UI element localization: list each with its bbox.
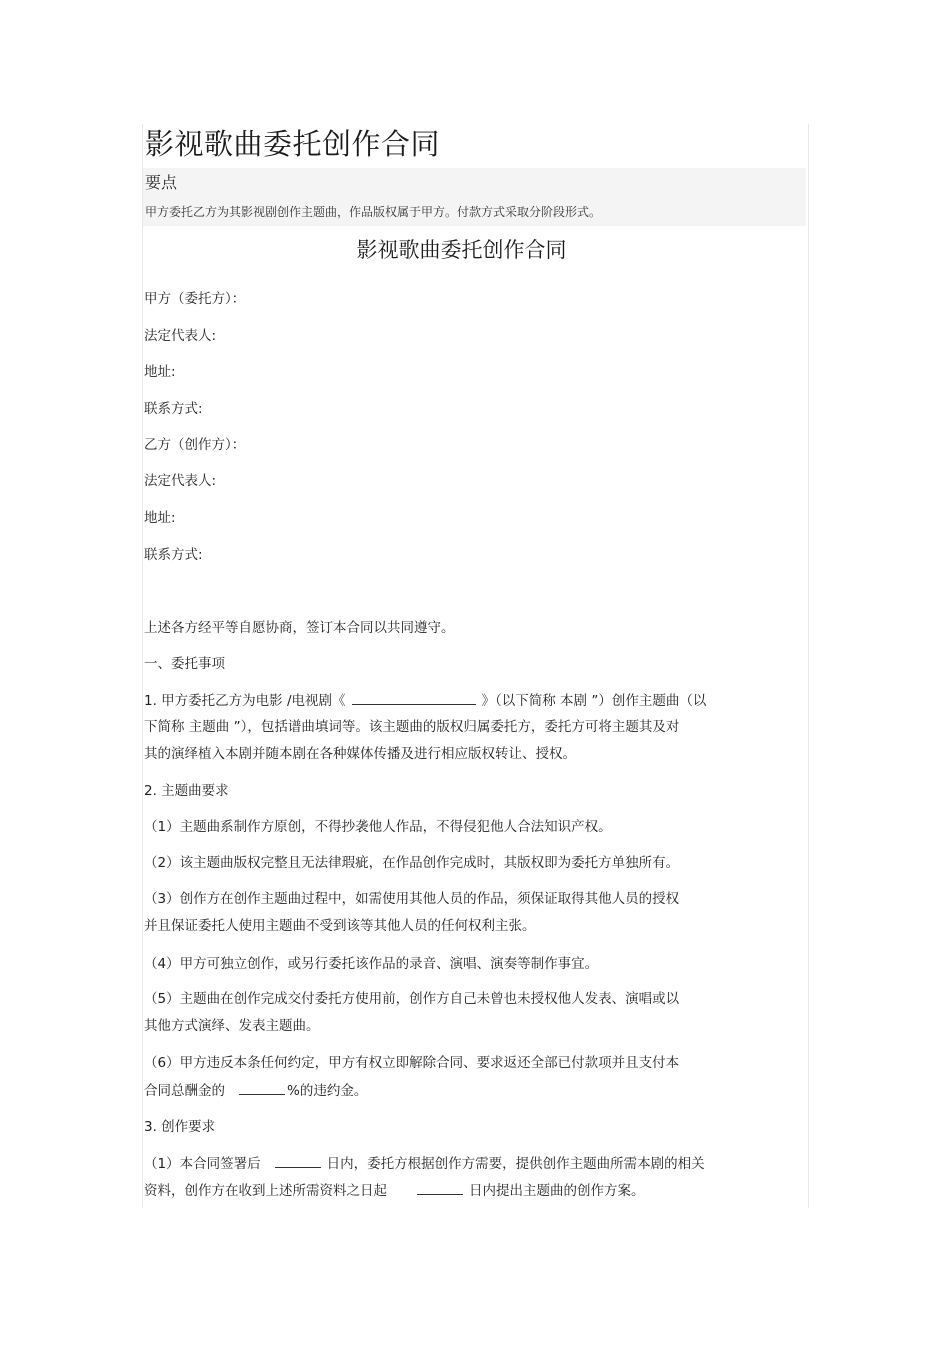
section-2-item-5-line-2: 其他方式演绎、发表主题曲。 (144, 1018, 320, 1034)
party-a-address-label: 地址: (144, 364, 176, 380)
contract-title: 影视歌曲委托创作合同 (356, 238, 567, 262)
item-6-text-b: %的违约金。 (287, 1083, 368, 1099)
party-b-rep-label: 法定代表人: (144, 473, 217, 489)
section-2-item-6-line-2 (144, 1081, 367, 1100)
clause-1-text-a: 1. 甲方委托乙方为电影 /电视剧《 (144, 693, 346, 709)
party-a-rep-label: 法定代表人: (144, 328, 217, 344)
party-b-contact-label: 联系方式: (144, 547, 203, 563)
party-a-name-label: 甲方（委托方）： (144, 291, 246, 307)
title-blank (352, 691, 476, 705)
item-1-text-d: 日内提出主题曲的创作方案。 (469, 1183, 645, 1199)
section-2-item-3-line-1: （3）创作方在创作主题曲过程中，如需使用其他人员的作品，须保证取得其他人员的授权 (144, 891, 680, 907)
summary-heading: 要点 (145, 173, 178, 192)
section-2-item-5-line-1: （5）主题曲在创作完成交付委托方使用前，创作方自己未曾也未授权他人发表、演唱或以 (144, 991, 680, 1007)
clause-1-line-2: 下简称 主题曲 ”），包括谱曲填词等。该主题曲的版权归属委托方，委托方可将主题其及对 (144, 719, 680, 735)
section-3-item-1-line-2 (144, 1181, 645, 1200)
section-3-heading: 3. 创作要求 (144, 1119, 216, 1135)
item-6-text-a: 合同总酬金的 (144, 1083, 225, 1099)
section-2-item-2: （2）该主题曲版权完整且无法律瑕疵，在作品创作完成时，其版权即为委托方单独所有。 (144, 855, 680, 871)
days-blank-2 (417, 1181, 463, 1195)
section-3-item-1-line-1 (144, 1154, 705, 1173)
party-b-address-label: 地址: (144, 510, 176, 526)
item-1-text-b: 日内，委托方根据创作方需要，提供创作主题曲所需本剧的相关 (326, 1156, 705, 1172)
summary-box (143, 168, 806, 226)
preamble: 上述各方经平等自愿协商，签订本合同以共同遵守。 (144, 620, 455, 636)
item-1-text-c: 资料，创作方在收到上述所需资料之日起 (144, 1183, 387, 1199)
item-1-text-a: （1）本合同签署后 (144, 1156, 261, 1172)
content-frame (142, 124, 809, 1208)
party-a-contact-label: 联系方式: (144, 401, 203, 417)
days-blank-1 (275, 1154, 321, 1168)
section-1-heading: 一、委托事项 (144, 656, 225, 672)
section-2-item-3-line-2: 并且保证委托人使用主题曲不受到该等其他人员的任何权利主张。 (144, 918, 536, 934)
penalty-percent-blank (239, 1081, 285, 1095)
clause-1-text-b: 》（以下简称 本剧 ”）创作主题曲（以 (481, 693, 707, 709)
summary-text: 甲方委托乙方为其影视剧创作主题曲，作品版权属于甲方。付款方式采取分阶段形式。 (145, 205, 602, 219)
section-2-item-4: （4）甲方可独立创作，或另行委托该作品的录音、演唱、演奏等制作事宜。 (144, 956, 599, 972)
document-title: 影视歌曲委托创作合同 (145, 127, 441, 161)
section-2-item-1: （1）主题曲系制作方原创，不得抄袭他人作品，不得侵犯他人合法知识产权。 (144, 819, 612, 835)
clause-1-line-3: 其的演绎植入本剧并随本剧在各种媒体传播及进行相应版权转让、授权。 (144, 746, 576, 762)
section-2-heading: 2. 主题曲要求 (144, 783, 229, 799)
clause-1-line-1 (144, 691, 706, 710)
section-2-item-6-line-1: （6）甲方违反本条任何约定，甲方有权立即解除合同、要求返还全部已付款项并且支付本 (144, 1055, 680, 1071)
party-b-name-label: 乙方（创作方）： (144, 437, 246, 453)
